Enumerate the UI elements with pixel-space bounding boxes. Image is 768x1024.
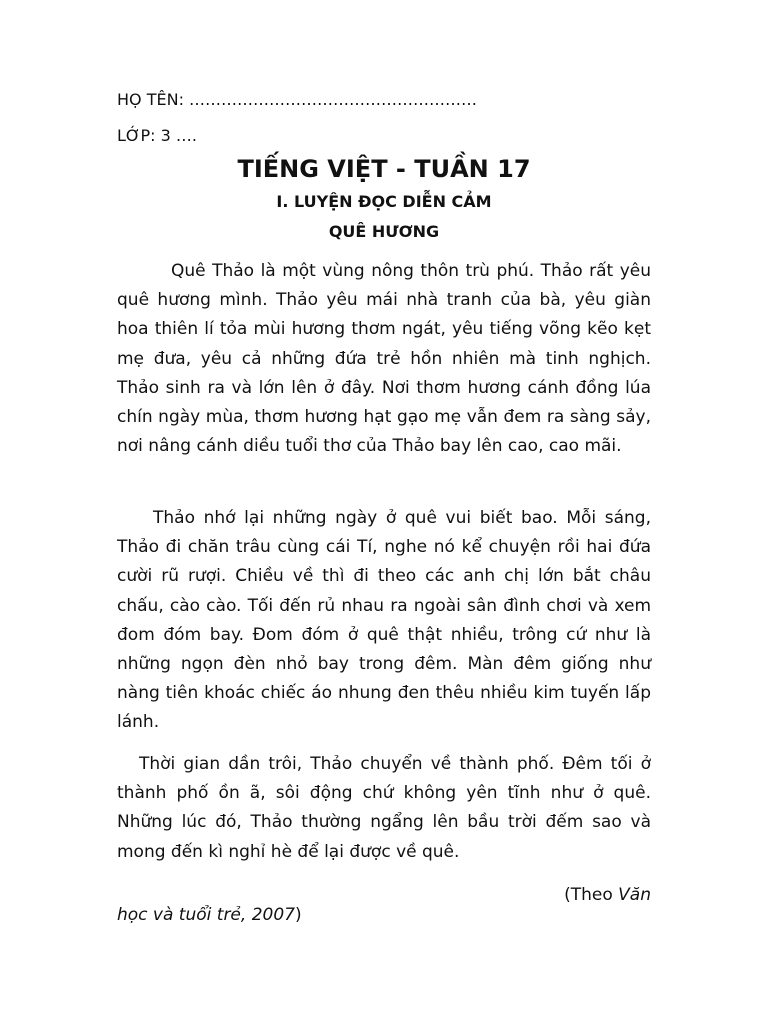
story-paragraph-3: Thời gian dần trôi, Thảo chuyển về thành phố. Đêm tối ở thành phố ồn ã, sôi động chứ không yên tĩnh như ở quê. Những lúc đó, Thảo thường ngẩng lên bầu trời đếm sao và mong đến kì nghỉ hè để lại được về quê. — [117, 754, 651, 862]
story-paragraph-2: Thảo nhớ lại những ngày ở quê vui biết bao. Mỗi sáng, Thảo đi chăn trâu cùng cái Tí, nghe nó kể chuyện rồi hai đứa cười rũ rượi. Chiều về thì đi theo các anh chị lớn bắt châu chấu, cào cào. Tối đến rủ nhau ra ngoài sân đình chơi và xem đom đóm bay. Đom đóm ở quê thật nhiều, trông cứ như là những ngọn đèn nhỏ bay trong đêm. Màn đêm giống như nàng tiên khoác chiếc áo nhung đen thêu nhiều kim tuyến lấp lánh. — [117, 508, 651, 733]
source-close: ) — [294, 905, 302, 925]
source-work-part-2: học và tuổi trẻ, 2007 — [117, 905, 295, 925]
worksheet-title: TIẾNG VIỆT - TUẦN 17 — [237, 155, 531, 183]
source-open: (Theo — [564, 885, 619, 905]
worksheet-page — [117, 0, 651, 1024]
source-citation-line-1 — [564, 882, 651, 908]
student-name-blank: ……………………………………………… — [189, 90, 478, 109]
student-name-field — [117, 90, 477, 110]
class-field: LỚP: 3 …. — [117, 126, 197, 145]
source-citation-line-2 — [117, 902, 302, 928]
student-name-label: HỌ TÊN: — [117, 90, 184, 109]
section-heading: I. LUYỆN ĐỌC DIỄN CẢM — [276, 192, 492, 211]
source-work-part-1: Văn — [618, 885, 651, 905]
story-paragraph-1: Quê Thảo là một vùng nông thôn trù phú. Thảo rất yêu quê hương mình. Thảo yêu mái nhà tranh của bà, yêu giàn hoa thiên lí tỏa mùi hương thơm ngát, yêu tiếng võng kẽo kẹt mẹ đưa, yêu cả những đứa trẻ hồn nhiên mà tinh nghịch. Thảo sinh ra và lớn lên ở đây. Nơi thơm hương cánh đồng lúa chín ngày mùa, thơm hương hạt gạo mẹ vẫn đem ra sàng sảy, nơi nâng cánh diều tuổi thơ của Thảo bay lên cao, cao mãi. — [117, 261, 651, 457]
story-title: QUÊ HƯƠNG — [328, 222, 440, 241]
